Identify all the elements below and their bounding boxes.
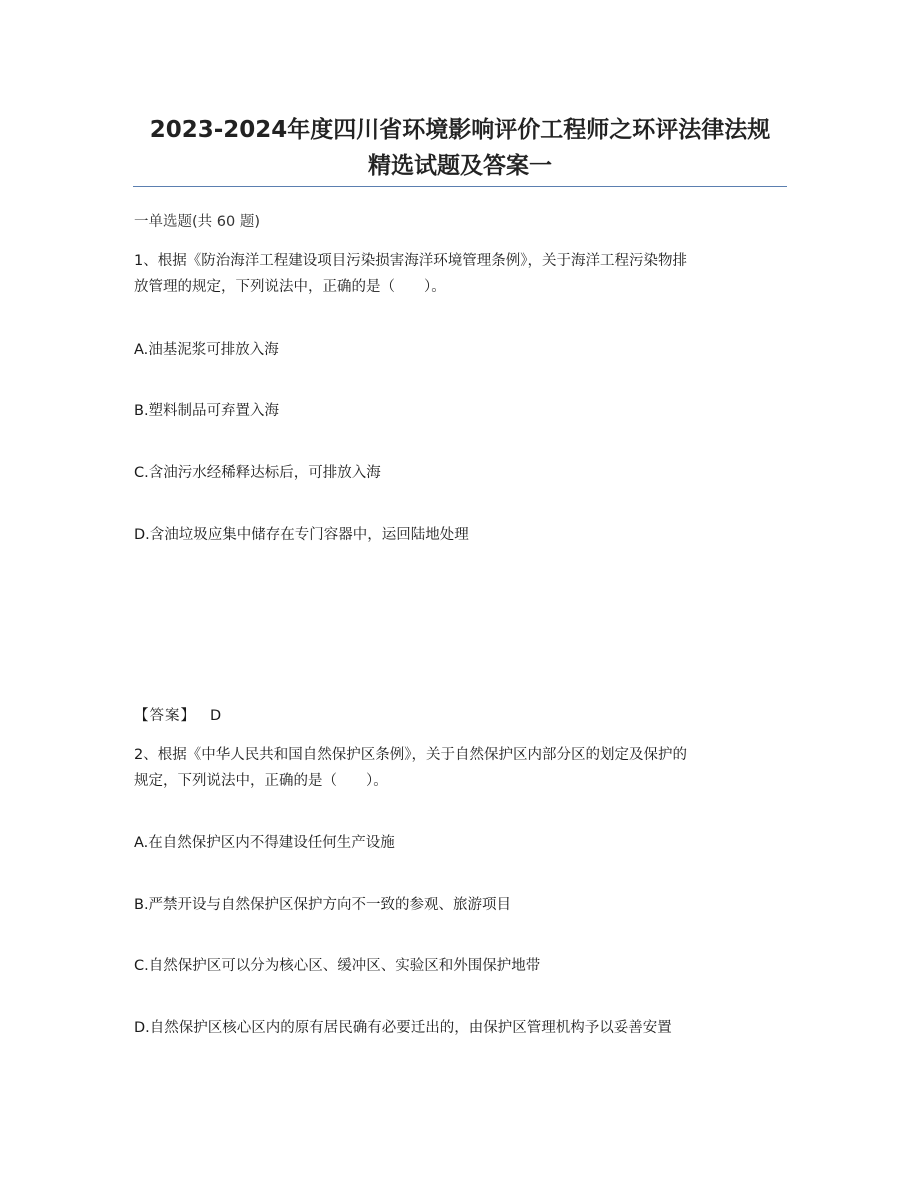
question-1-option-d: D.含油垃圾应集中储存在专门容器中，运回陆地处理 — [134, 527, 469, 543]
question-2-option-d: D.自然保护区核心区内的原有居民确有必要迁出的，由保护区管理机构予以妥善安置 — [134, 1020, 672, 1036]
question-1-option-c: C.含油污水经稀释达标后，可排放入海 — [134, 465, 381, 481]
question-1-answer — [134, 705, 221, 727]
question-1-stem-line-2: 放管理的规定，下列说法中，正确的是（ ）。 — [134, 279, 446, 295]
answer-value: D — [210, 708, 222, 724]
question-2-option-a: A.在自然保护区内不得建设任何生产设施 — [134, 835, 395, 851]
question-1-option-a: A.油基泥浆可排放入海 — [134, 342, 279, 358]
question-2-stem-line-1: 2、根据《中华人民共和国自然保护区条例》，关于自然保护区内部分区的划定及保护的 — [134, 747, 687, 763]
question-1-option-b: B.塑料制品可弃置入海 — [134, 403, 280, 419]
section-heading: 一单选题(共 60 题) — [134, 214, 260, 230]
document-title-line-2: 精选试题及答案一 — [368, 153, 552, 179]
question-1-stem-line-1: 1、根据《防治海洋工程建设项目污染损害海洋环境管理条例》，关于海洋工程污染物排 — [134, 253, 687, 269]
question-2-option-b: B.严禁开设与自然保护区保护方向不一致的参观、旅游项目 — [134, 897, 512, 913]
question-2-option-c: C.自然保护区可以分为核心区、缓冲区、实验区和外围保护地带 — [134, 958, 541, 974]
document-title-line-1: 2023-2024年度四川省环境影响评价工程师之环评法律法规 — [149, 117, 771, 143]
question-2-stem-line-2: 规定，下列说法中，正确的是（ ）。 — [134, 773, 388, 789]
answer-label: 【答案】 — [134, 708, 196, 724]
title-divider — [133, 186, 787, 187]
